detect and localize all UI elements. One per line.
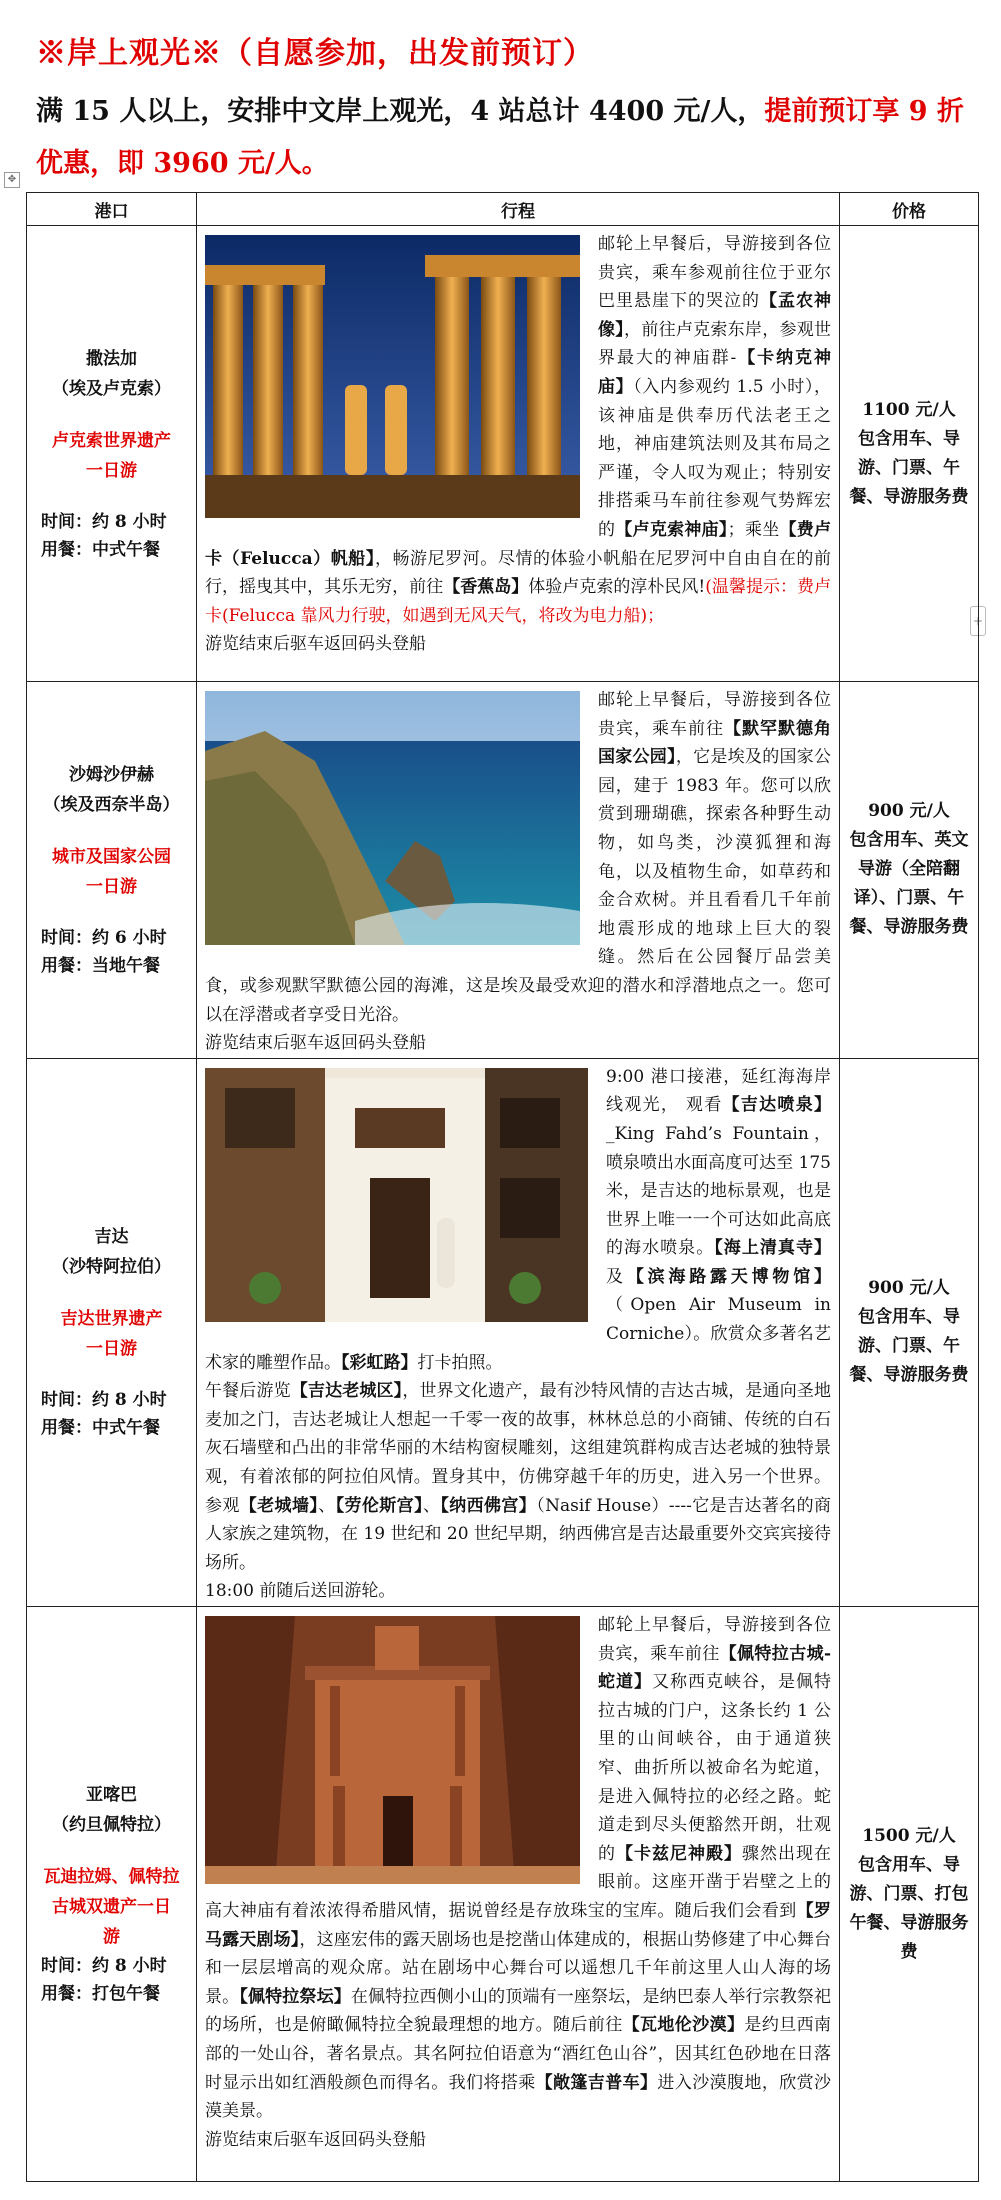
itinerary-table xyxy=(26,192,979,2182)
desc-text: （入内参观约 1.5 小时），该神庙是供奉历代法老王之地，神庙建筑法则及其布局之严谨，令人叹为观止；特别安排搭乘马车前往参观气势辉宏的 xyxy=(598,376,832,540)
attraction-name: 【瓦地伦沙漠】 xyxy=(622,2015,745,2036)
tour-duration: 时间：约 6 小时 xyxy=(41,927,167,948)
desc-text: 体验卢克索的淳朴民风! xyxy=(528,577,706,598)
desc-text: ，前往卢克索东岸，参观世界最大的神庙群- xyxy=(598,319,832,369)
attraction-name: 【卢克索神庙】 xyxy=(615,519,728,540)
intro-price: 满 15 人以上，安排中文岸上观光，4 站总计 4400 元/人， xyxy=(36,96,765,127)
desc-text: 游览结束后驱车返回码头登船 xyxy=(205,1033,426,1054)
attraction-name: 【吉达老城区】 xyxy=(290,1381,403,1402)
tour-name: 一日游 xyxy=(86,1339,137,1360)
luxor-temple-image xyxy=(205,235,580,518)
coastline-image xyxy=(205,691,580,945)
port-cell xyxy=(27,226,197,682)
price-cell xyxy=(840,682,979,1059)
attraction-name: 【卡纳克神庙】 xyxy=(598,348,831,397)
intro-text xyxy=(36,86,986,190)
price-cell xyxy=(840,1058,979,1606)
attraction-name: 【滨海路露天博物馆】 xyxy=(626,1266,832,1287)
desc-text: 及 xyxy=(606,1266,627,1287)
price-detail: 包含用车、导游、门票、午餐、导游服务费 xyxy=(849,428,969,507)
desc-text: ，世界文化遗产，最有沙特风情的吉达古城，是通向圣地麦加之门，吉达老城让人想起一千零一夜的故事，林林总总的小商铺、传统的白石灰石墙壁和凸出的非常华丽的木结构窗棂雕刻，这组建筑群构成吉达老城的独特景观，有着浓郁的阿拉伯风情。置身其中，仿佛穿越千年的历史，进入另一个世界。参观 xyxy=(205,1381,832,1516)
attraction-name: 【敞篷吉普车】 xyxy=(535,2072,658,2093)
port-name: 吉达 xyxy=(94,1227,129,1248)
attraction-name: 【费卢卡（Felucca）帆船】 xyxy=(205,519,832,569)
desc-text: 骤然出现在眼前。这座开凿于岩壁之上的高大神庙有着浓浓得希腊风情，据说曾经是存放珠宝的宝库。随后我们会看到 xyxy=(205,1843,831,1921)
tour-name: 古城双遗产一日 xyxy=(52,1897,171,1917)
attraction-name: 【孟农神像】 xyxy=(598,291,831,340)
price-detail: 包含用车、导游、门票、打包午餐、导游服务费 xyxy=(849,1854,969,1962)
itinerary-cell xyxy=(197,226,840,682)
tour-name: 瓦迪拉姆、佩特拉 xyxy=(43,1867,180,1887)
tour-meal: 用餐：打包午餐 xyxy=(41,1984,160,2004)
attraction-name: 【吉达喷泉】 xyxy=(722,1095,831,1116)
desc-text: 是约旦西南部的一处山谷，著名景点。其名阿拉伯语意为“酒红色山谷”，因其红色砂地在日落时显示出如红酒般颜色而得名。我们将搭乘 xyxy=(205,2015,832,2093)
desc-text: ；乘坐 xyxy=(727,519,780,540)
attraction-name: 【佩特拉祭坛】 xyxy=(239,1986,351,2007)
table-row xyxy=(27,1607,979,2182)
tour-meal: 用餐：中式午餐 xyxy=(41,539,160,560)
desc-text: （Open Air Museum in Corniche）。欣赏众多著名艺术家的雕塑作品。 xyxy=(205,1295,831,1373)
attraction-name: 【劳伦斯宫】 xyxy=(335,1495,423,1516)
desc-text: 又称西克峡谷，是佩特拉古城的门户，这条长约 1 公里的山间峡谷，由于通道狭窄、曲折所以被命名为蛇道，是进入佩特拉的必经之路。蛇道走到尽头便豁然开朗，壮观的 xyxy=(598,1672,831,1864)
attraction-name: 【海上清真寺】 xyxy=(714,1238,831,1259)
attraction-name: 【卡兹尼神殿】 xyxy=(616,1843,742,1864)
jeddah-old-town-image xyxy=(205,1068,588,1322)
warning-note: (温馨提示：费卢卡(Felucca 靠风力行驶，如遇到无风天气，将改为电力船)； xyxy=(205,577,831,626)
tour-name: 游 xyxy=(103,1927,120,1947)
luxor-temple-photo xyxy=(205,235,580,518)
tour-name: 城市及国家公园 xyxy=(52,846,171,867)
attraction-name: 【彩虹路】 xyxy=(341,1352,418,1373)
desc-text: ，这座宏伟的露天剧场也是挖凿山体建成的，根据山势修建了中心舞台和一层层增高的观众席。站在剧场中心舞台可以遥想几千年前这里人山人海的场景。 xyxy=(205,1929,832,2007)
desc-text: 游览结束后驱车返回码头登船 xyxy=(205,2129,426,2150)
desc-text: 、 xyxy=(318,1495,336,1516)
price-cell xyxy=(840,226,979,682)
header-price: 价格 xyxy=(840,193,979,226)
tour-duration: 时间：约 8 小时 xyxy=(41,1956,167,1976)
tour-name: 一日游 xyxy=(86,460,137,481)
attraction-name: 【纳西佛宫】 xyxy=(440,1495,537,1516)
tour-name: 一日游 xyxy=(86,876,137,897)
desc-text: 9:00 港口接港，延红海海岸线观光， 观看 xyxy=(606,1066,831,1116)
port-cell xyxy=(27,682,197,1059)
table-header-row xyxy=(27,193,979,226)
desc-text: 在佩特拉西侧小山的顶端有一座祭坛，是纳巴泰人举行宗教祭祀的场所，也是俯瞰佩特拉全貌最理想的地方。随后前往 xyxy=(205,1986,832,2036)
price-detail: 包含用车、英文导游（全陪翻译）、门票、午餐、导游服务费 xyxy=(849,830,969,938)
desc-text: 午餐后游览 xyxy=(205,1381,291,1402)
petra-photo xyxy=(205,1616,580,1884)
desc-text: 游览结束后驱车返回码头登船 xyxy=(205,634,426,655)
itinerary-cell xyxy=(197,682,840,1059)
header-itinerary: 行程 xyxy=(197,193,840,226)
port-country: （埃及卢克索） xyxy=(52,378,171,399)
itinerary-cell xyxy=(197,1058,840,1606)
port-name: 撒法加 xyxy=(86,348,137,369)
port-cell xyxy=(27,1607,197,2182)
desc-text: 邮轮上早餐后，导游接到各位贵宾，乘车前往 xyxy=(598,690,831,739)
port-country: （沙特阿拉伯） xyxy=(52,1257,171,1278)
port-name: 亚喀巴 xyxy=(86,1785,137,1805)
table-row xyxy=(27,226,979,682)
desc-text: 18:00 前随后送回游轮。 xyxy=(205,1581,396,1602)
expand-side-button[interactable]: + xyxy=(970,606,986,636)
table-row xyxy=(27,682,979,1059)
tour-duration: 时间：约 8 小时 xyxy=(41,511,167,532)
price-value: 1500 元/人 xyxy=(862,1825,956,1846)
port-cell xyxy=(27,1058,197,1606)
intro-discount: 提前预订享 9 折优惠，即 3960 元/人。 xyxy=(36,96,964,179)
port-country: （约旦佩特拉） xyxy=(52,1815,171,1835)
desc-text: （Nasif House）----它是吉达著名的商人家族之建筑物，在 19 世纪和 20 世纪早期，纳西佛宫是吉达最重要外交宾宾接待场所。 xyxy=(205,1495,832,1573)
price-value: 900 元/人 xyxy=(868,801,950,822)
tour-name: 吉达世界遗产 xyxy=(60,1309,163,1330)
port-name: 沙姆沙伊赫 xyxy=(69,764,154,785)
desc-text: ，畅游尼罗河。尽情的体验小帆船在尼罗河中自由自在的前行，摇曳其中，其乐无穷，前往 xyxy=(205,548,831,598)
attraction-name: 【老城墙】 xyxy=(239,1495,319,1516)
attraction-name: 【默罕默德角国家公园】 xyxy=(598,718,831,768)
desc-text: 、 xyxy=(422,1495,441,1516)
tour-name: 卢克索世界遗产 xyxy=(52,430,171,451)
desc-text: 打卡拍照。 xyxy=(417,1352,503,1373)
desc-text: 进入沙漠腹地，欣赏沙漠美景。 xyxy=(205,2072,832,2122)
price-detail: 包含用车、导游、门票、午餐、导游服务费 xyxy=(849,1307,969,1386)
desc-text: 邮轮上早餐后，导游接到各位贵宾，乘车参观前往位于亚尔巴里悬崖下的哭泣的 xyxy=(598,234,831,312)
attraction-name: 【佩特拉古城-蛇道】 xyxy=(598,1643,832,1693)
tour-meal: 用餐：当地午餐 xyxy=(41,955,160,976)
jeddah-photo xyxy=(205,1068,588,1322)
price-cell xyxy=(840,1607,979,2182)
table-row xyxy=(27,1058,979,1606)
header-port: 港口 xyxy=(27,193,197,226)
desc-text: 邮轮上早餐后，导游接到各位贵宾，乘车前往 xyxy=(598,1615,831,1664)
table-move-handle-icon[interactable]: ✥ xyxy=(4,172,20,188)
desc-text: _King Fahd’s Fountain， 喷泉喷出水面高度可达至 175 米，是吉达的地标景观，也是世界上唯一一个可达如此高底的海水喷泉。 xyxy=(606,1123,831,1259)
page-title: ※岸上观光※（自愿参加，出发前预订） xyxy=(36,36,594,71)
attraction-name: 【罗马露天剧场】 xyxy=(205,1900,832,1950)
attraction-name: 【香蕉岛】 xyxy=(443,577,529,598)
price-value: 900 元/人 xyxy=(868,1278,950,1299)
price-value: 1100 元/人 xyxy=(862,399,956,420)
coast-photo xyxy=(205,691,580,945)
petra-treasury-image xyxy=(205,1616,580,1884)
itinerary-cell xyxy=(197,1607,840,2182)
tour-meal: 用餐：中式午餐 xyxy=(41,1418,160,1439)
desc-text: ，它是埃及的国家公园，建于 1983 年。您可以欣赏到珊瑚礁，探索各种野生动物，如鸟类，沙漠狐狸和海龟，以及植物生命，如草药和金合欢树。并且看看几千年前地震形成的地球上巨大的裂缝。然后在公园餐厅品尝美食，或参观默罕默德公园的海滩，这是埃及最受欢迎的潜水和浮潜地点之一。您可以在浮潜或者享受日光浴。 xyxy=(205,747,832,1025)
tour-duration: 时间：约 8 小时 xyxy=(41,1390,167,1411)
port-country: （埃及西奈半岛） xyxy=(43,794,180,815)
